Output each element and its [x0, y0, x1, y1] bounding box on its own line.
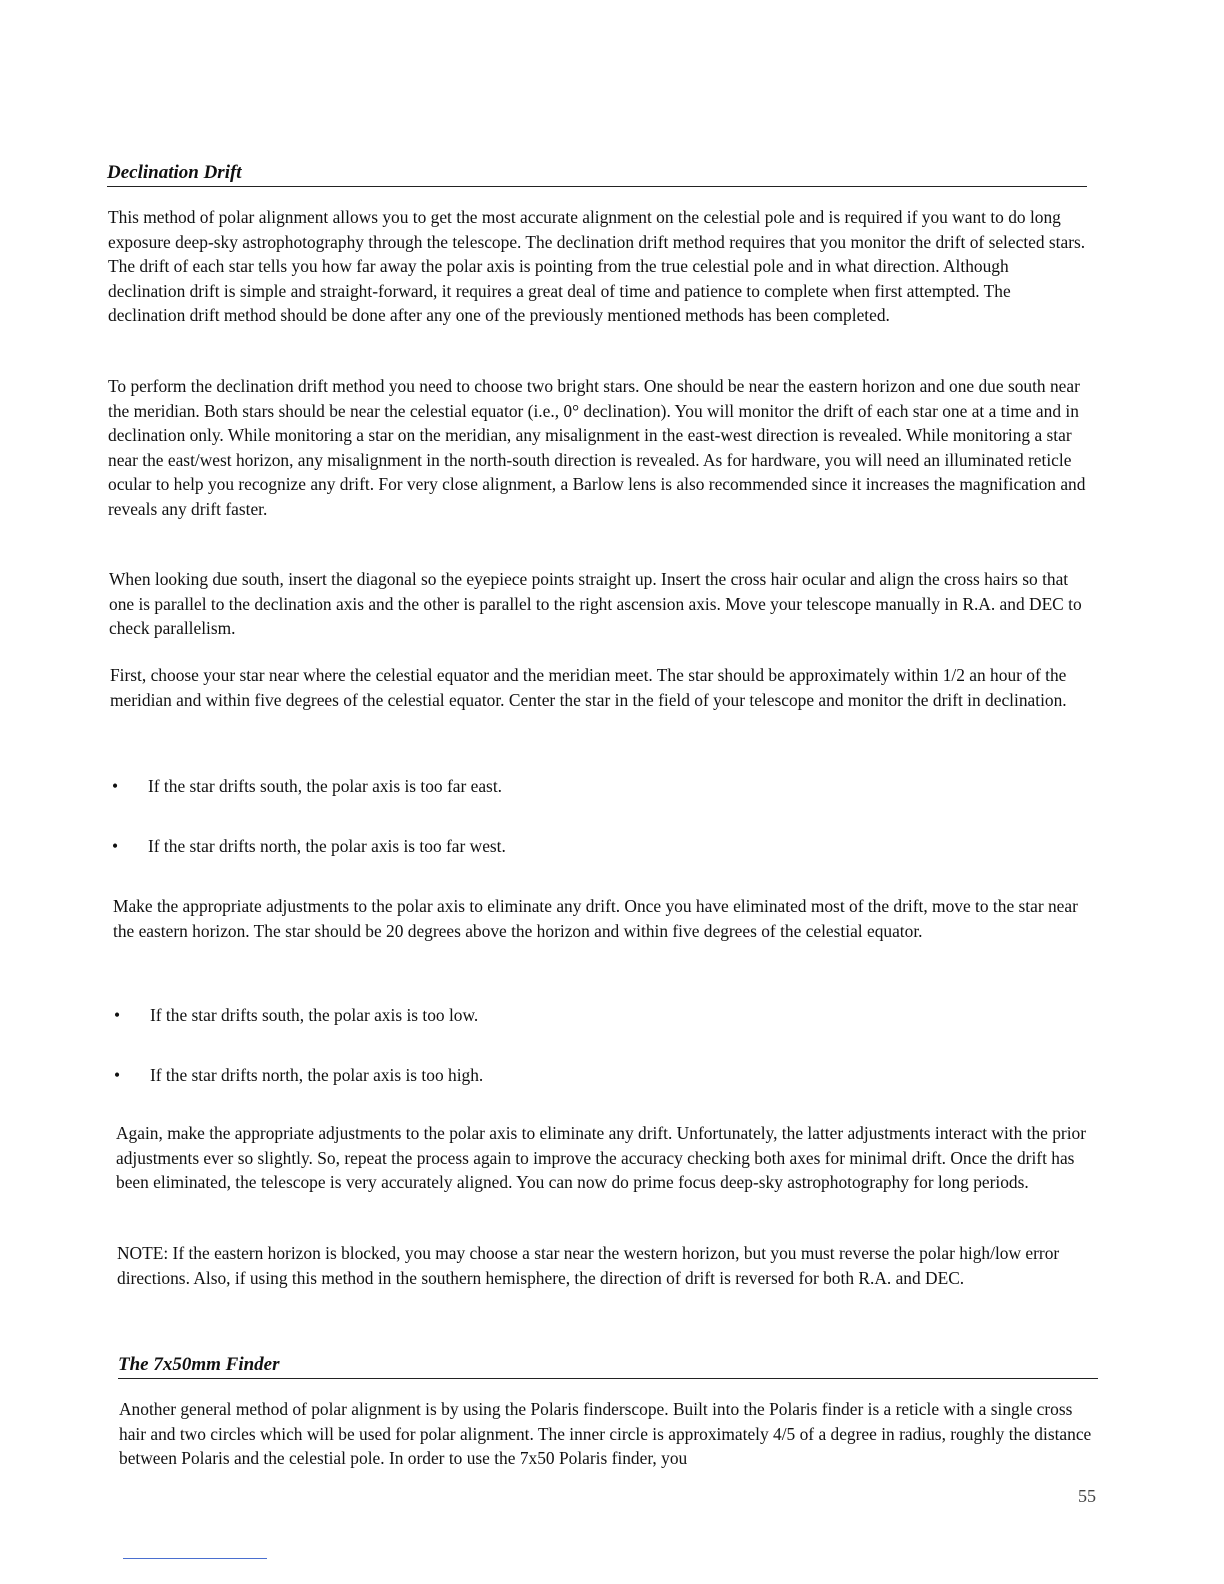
paragraph: Again, make the appropriate adjustments to the polar axis to eliminate any drift. Unfortunately, the latter adjustments interact with the prior adjustments ever so slightly. So, repeat the process again to improve the accuracy checking both axes for minimal drift. Once the drift has been eliminated, the telescope is very accurately aligned. You can now do prime focus deep-sky astrophotography for long periods. — [116, 1123, 1087, 1193]
bullet-text: If the star drifts south, the polar axis is too low. — [150, 1005, 479, 1025]
paragraph: This method of polar alignment allows you to get the most accurate alignment on the celestial pole and is required if you want to do long exposure deep-sky astrophotography through the telescope. The declination drift method requires that you monitor the drift of selected stars. The drift of each star tells you how far away the polar axis is pointing from the true celestial pole and in what direction. Although declination drift is simple and straight-forward, it requires a great deal of time and patience to complete when first attempted. The declination drift method should be done after any one of the previously mentioned methods has been completed. — [108, 207, 1086, 326]
bullet-marker: • — [112, 836, 119, 856]
section-heading-declination-drift: Declination Drift — [107, 162, 242, 183]
bullet-marker: • — [112, 776, 119, 796]
footnote-rule — [123, 1558, 267, 1559]
section-heading-7x50mm-finder: The 7x50mm Finder — [118, 1354, 280, 1375]
bullet-marker: • — [114, 1005, 121, 1025]
paragraph: Another general method of polar alignment is by using the Polaris finderscope. Built into the Polaris finder is a reticle with a single cross hair and two circles which will be used for polar alignment. The inner circle is approximately 4/5 of a degree in radius, roughly the distance between Polaris and the celestial pole. In order to use the 7x50 Polaris finder, you — [119, 1399, 1092, 1469]
bullet-text: If the star drifts north, the polar axis is too high. — [150, 1065, 484, 1085]
paragraph: When looking due south, insert the diagonal so the eyepiece points straight up. Insert the cross hair ocular and align the cross hairs so that one is parallel to the declination axis and the other is parallel to the right ascension axis. Move your telescope manually in R.A. and DEC to check parallelism. — [109, 569, 1082, 639]
paragraph: First, choose your star near where the celestial equator and the meridian meet. The star should be approximately within 1/2 an hour of the meridian and within five degrees of the celestial equator. Center the star in the field of your telescope and monitor the drift in declination. — [110, 665, 1067, 710]
paragraph: Make the appropriate adjustments to the polar axis to eliminate any drift. Once you have eliminated most of the drift, move to the star near the eastern horizon. The star should be 20 degrees above the horizon and within five degrees of the celestial equator. — [113, 896, 1078, 941]
bullet-text: If the star drifts north, the polar axis is too far west. — [148, 836, 506, 856]
heading-rule — [107, 186, 1087, 187]
bullet-marker: • — [114, 1065, 121, 1085]
bullet-text: If the star drifts south, the polar axis is too far east. — [148, 776, 503, 796]
paragraph: To perform the declination drift method you need to choose two bright stars. One should be near the eastern horizon and one due south near the meridian. Both stars should be near the celestial equator (i.e., 0° declination). You will monitor the drift of each star one at a time and in declination only. While monitoring a star on the meridian, any misalignment in the east-west direction is revealed. While monitoring a star near the east/west horizon, any misalignment in the north-south direction is revealed. As for hardware, you will need an illuminated reticle ocular to help you recognize any drift. For very close alignment, a Barlow lens is also recommended since it increases the magnification and reveals any drift faster. — [108, 376, 1086, 519]
heading-rule — [118, 1378, 1098, 1379]
paragraph-note: NOTE: If the eastern horizon is blocked, you may choose a star near the western horizon, but you must reverse the polar high/low error directions. Also, if using this method in the southern hemisphere, the direction of drift is reversed for both R.A. and DEC. — [117, 1243, 1060, 1288]
page-number: 55 — [1078, 1486, 1096, 1506]
